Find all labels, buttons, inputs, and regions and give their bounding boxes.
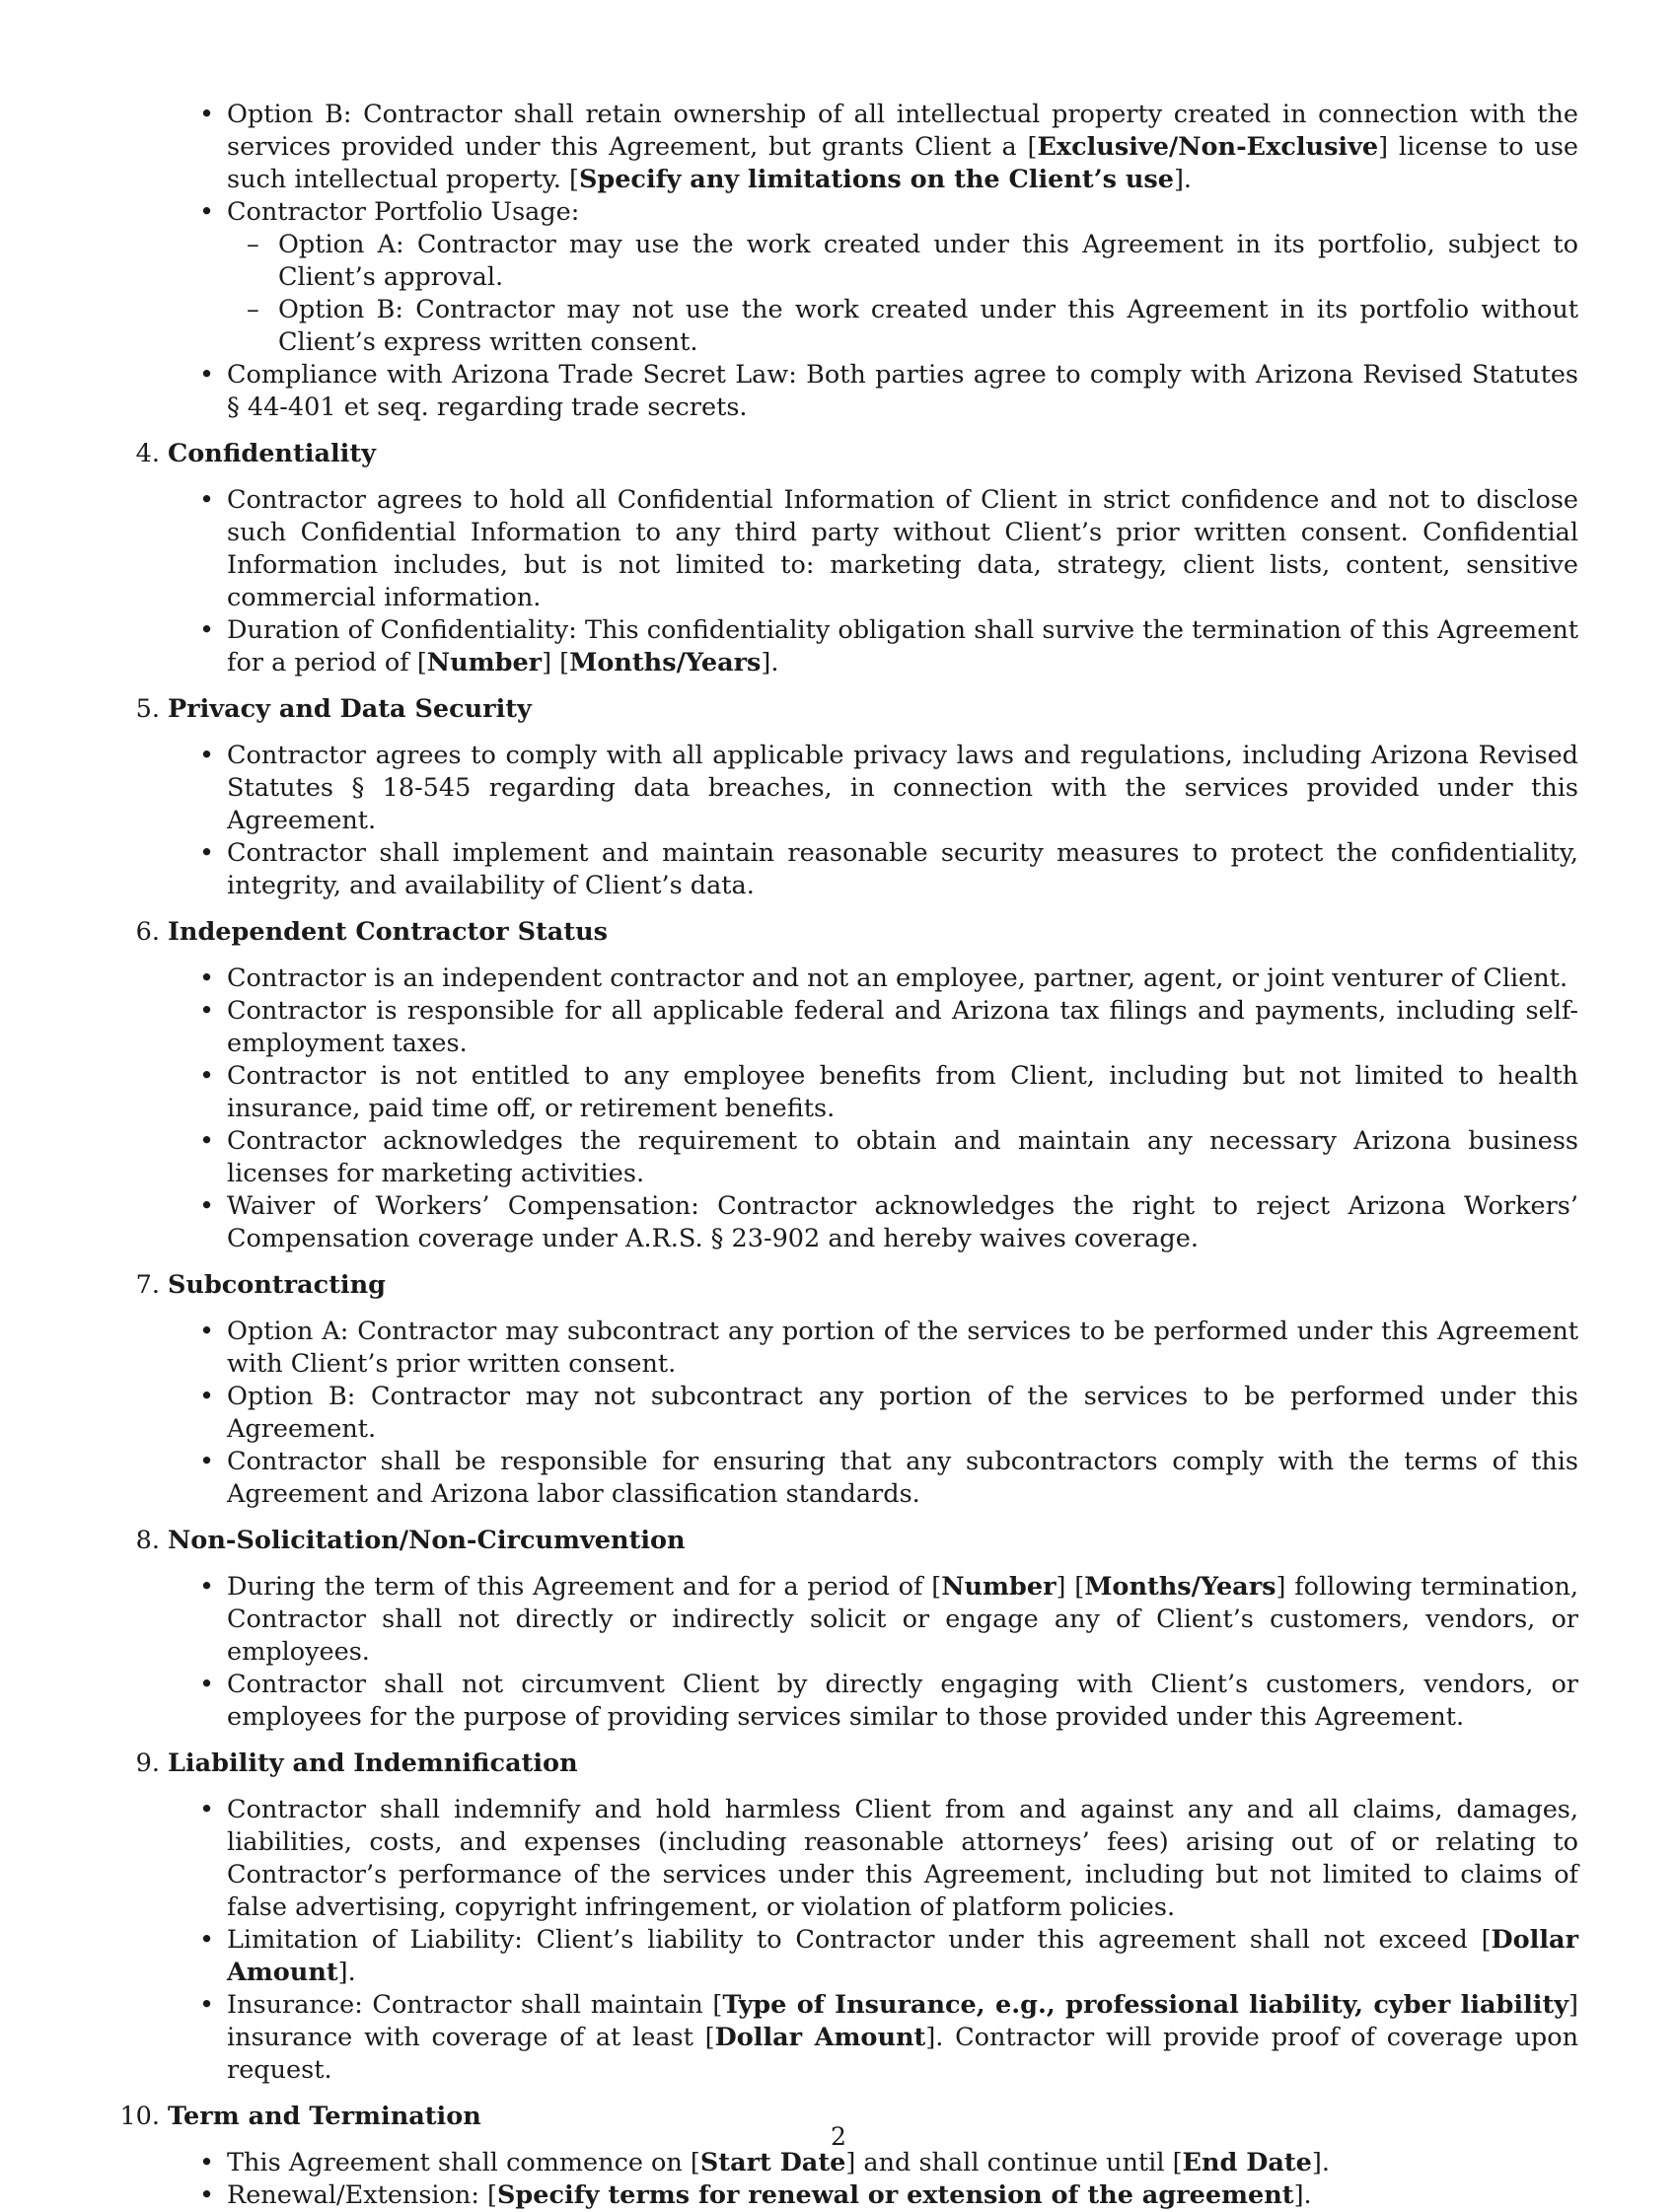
portfolio-sublist	[227, 229, 1578, 359]
section-heading	[118, 916, 1578, 949]
section-liability	[118, 1748, 1578, 2087]
list-item: • This Agreement shall commence on [Start Date] and shall continue until [End Date].	[118, 2147, 1578, 2179]
list-item: • Contractor shall be responsible for ensuring that any subcontractors comply with the terms of this Agreement and Arizona labor classification standards.	[118, 1446, 1578, 1511]
section-list	[118, 484, 1578, 679]
ip-carryover-list	[118, 99, 1578, 424]
section-number: 7.	[135, 1270, 160, 1300]
list-item: • Contractor shall implement and maintain reasonable security measures to protect the confidentiality, integrity, and availability of Client’s data.	[118, 837, 1578, 902]
list-item: • Waiver of Workers’ Compensation: Contractor acknowledges the right to reject Arizona Workers’ Compensation coverage under A.R.S. § 23-902 and hereby waives coverage.	[118, 1190, 1578, 1255]
list-item: • Contractor shall not circumvent Client by directly engaging with Client’s customers, vendors, or employees for the purpose of providing services similar to those provided under this Agreement.	[118, 1669, 1578, 1734]
list-item: • Insurance: Contractor shall maintain [Type of Insurance, e.g., professional liability, cyber liability] insurance with coverage of at least [Dollar Amount]. Contractor will provide proof of coverage upon request.	[118, 1989, 1578, 2087]
section-title: Subcontracting	[168, 1270, 386, 1300]
list-item: • Contractor acknowledges the requirement to obtain and maintain any necessary Arizona business licenses for marketing activities.	[118, 1125, 1578, 1190]
list-item: • Contractor is an independent contractor and not an employee, partner, agent, or joint venturer of Client.	[118, 963, 1578, 995]
section-number: 8.	[135, 1526, 160, 1555]
section-list	[118, 2147, 1578, 2212]
list-item: • Contractor Portfolio Usage: – Option A: Contractor may use the work created under this Agreement in its portfolio, subject to Client’s approval. – Option B: Contractor may not use the work created under this Agreement in its portfolio without Client’s express written consent.	[118, 196, 1578, 359]
list-item: • Option A: Contractor may subcontract any portion of the services to be performed under this Agreement with Client’s prior written consent.	[118, 1316, 1578, 1381]
section-number: 10.	[119, 2102, 160, 2131]
list-item: • Contractor is not entitled to any employee benefits from Client, including but not limited to health insurance, paid time off, or retirement benefits.	[118, 1060, 1578, 1125]
section-list	[118, 740, 1578, 902]
section-list	[118, 1571, 1578, 1734]
section-heading	[118, 1525, 1578, 1557]
section-number: 9.	[135, 1748, 160, 1778]
list-item: • Option B: Contractor shall retain ownership of all intellectual property created in connection with the services provided under this Agreement, but grants Client a [Exclusive/Non-Exclusive] license to use such intellectual property. [Specify any limitations on the Client’s use].	[118, 99, 1578, 196]
list-item: • Contractor agrees to comply with all applicable privacy laws and regulations, including Arizona Revised Statutes § 18-545 regarding data breaches, in connection with the services provided under this Agreement.	[118, 740, 1578, 837]
sub-list-item: – Option B: Contractor may not use the work created under this Agreement in its portfolio without Client’s express written consent.	[227, 294, 1578, 359]
list-item: • Duration of Confidentiality: This confidentiality obligation shall survive the termination of this Agreement for a period of [Number] [Months/Years].	[118, 614, 1578, 679]
section-privacy	[118, 693, 1578, 902]
list-item: • Compliance with Arizona Trade Secret Law: Both parties agree to comply with Arizona Revised Statutes § 44-401 et seq. regarding trade secrets.	[118, 359, 1578, 424]
list-item: • During the term of this Agreement and for a period of [Number] [Months/Years] following termination, Contractor shall not directly or indirectly solicit or engage any of Client’s customers, vendors, or employees.	[118, 1571, 1578, 1669]
sub-list-item: – Option A: Contractor may use the work created under this Agreement in its portfolio, subject to Client’s approval.	[227, 229, 1578, 294]
section-independent-contractor	[118, 916, 1578, 1255]
section-list	[118, 1794, 1578, 2087]
section-heading	[118, 693, 1578, 726]
list-item: • Contractor agrees to hold all Confidential Information of Client in strict confidence and not to disclose such Confidential Information to any third party without Client’s prior written consent. Confidential Information includes, but is not limited to: marketing data, strategy, client lists, content, sensitive commercial information.	[118, 484, 1578, 614]
section-confidentiality	[118, 438, 1578, 679]
list-item: • Option B: Contractor may not subcontract any portion of the services to be performed under this Agreement.	[118, 1381, 1578, 1446]
page-number: 2	[831, 2122, 846, 2151]
section-heading	[118, 1748, 1578, 1780]
list-item: • Contractor is responsible for all applicable federal and Arizona tax filings and payments, including self-employment taxes.	[118, 995, 1578, 1060]
section-list	[118, 963, 1578, 1255]
section-subcontracting	[118, 1269, 1578, 1511]
section-title: Liability and Indemnification	[168, 1748, 578, 1778]
section-heading	[118, 1269, 1578, 1302]
section-title: Confidentiality	[168, 439, 376, 468]
section-list	[118, 1316, 1578, 1511]
section-number: 5.	[135, 694, 160, 724]
section-heading	[118, 438, 1578, 470]
section-title: Term and Termination	[168, 2102, 481, 2131]
section-number: 6.	[135, 917, 160, 947]
page-content	[118, 99, 1578, 2212]
list-item: • Limitation of Liability: Client’s liability to Contractor under this agreement shall not exceed [Dollar Amount].	[118, 1924, 1578, 1989]
list-item: • Contractor shall indemnify and hold harmless Client from and against any and all claims, damages, liabilities, costs, and expenses (including reasonable attorneys’ fees) arising out of or relating to Contractor’s performance of the services under this Agreement, including but not limited to claims of false advertising, copyright infringement, or violation of platform policies.	[118, 1794, 1578, 1924]
section-title: Independent Contractor Status	[168, 917, 608, 947]
section-title: Privacy and Data Security	[168, 694, 532, 724]
section-title: Non-Solicitation/Non-Circumvention	[168, 1526, 686, 1555]
section-term-termination	[118, 2101, 1578, 2212]
section-non-solicitation	[118, 1525, 1578, 1734]
section-number: 4.	[135, 439, 160, 468]
list-item: • Renewal/Extension: [Specify terms for renewal or extension of the agreement].	[118, 2179, 1578, 2212]
